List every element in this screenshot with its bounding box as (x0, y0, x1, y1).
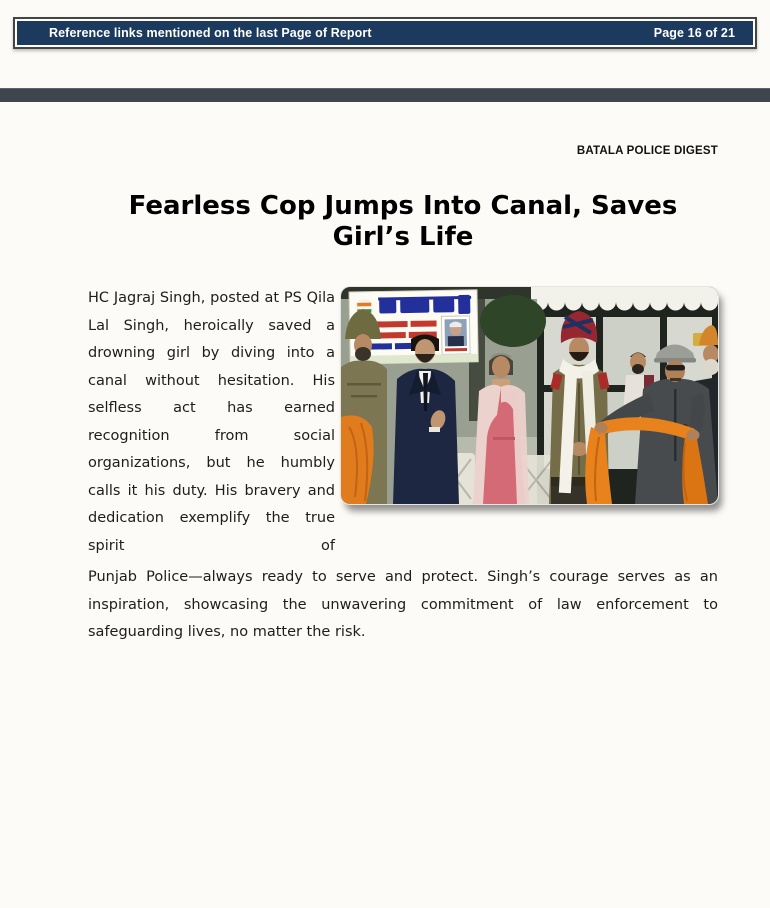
section-divider-bar (0, 88, 770, 102)
page-number-indicator: Page 16 of 21 (653, 26, 735, 40)
news-photo-illustration (341, 287, 718, 504)
article-body-row (88, 285, 718, 560)
article-title (88, 191, 718, 253)
awning (531, 287, 718, 311)
news-photo (341, 287, 718, 504)
publication-masthead: BATALA POLICE DIGEST (576, 145, 718, 157)
article-text-wide: Punjab Police—always ready to serve and protect. Singh’s courage serves as an inspiration, showcasing the unwavering commitment of law enforcement to safeguarding lives, no matter the risk. (88, 569, 718, 640)
article (88, 145, 718, 647)
article-title-line: Fearless Cop Jumps Into Canal, Saves (128, 191, 678, 221)
article-text-narrow: HC Jagraj Singh, posted at PS Qila Lal Singh, heroically saved a drowning girl by diving into a canal without hesitation. His selfless act has earned recognition from social organizations, but he humbly calls it his duty. His bravery and dedication exemplify the true spirit of (88, 290, 335, 554)
header-note: Reference links mentioned on the last Page of Report (49, 26, 372, 40)
page-header-frame (13, 17, 757, 49)
article-title-line: Girl’s Life (332, 222, 474, 252)
page-header-bar (17, 21, 753, 45)
